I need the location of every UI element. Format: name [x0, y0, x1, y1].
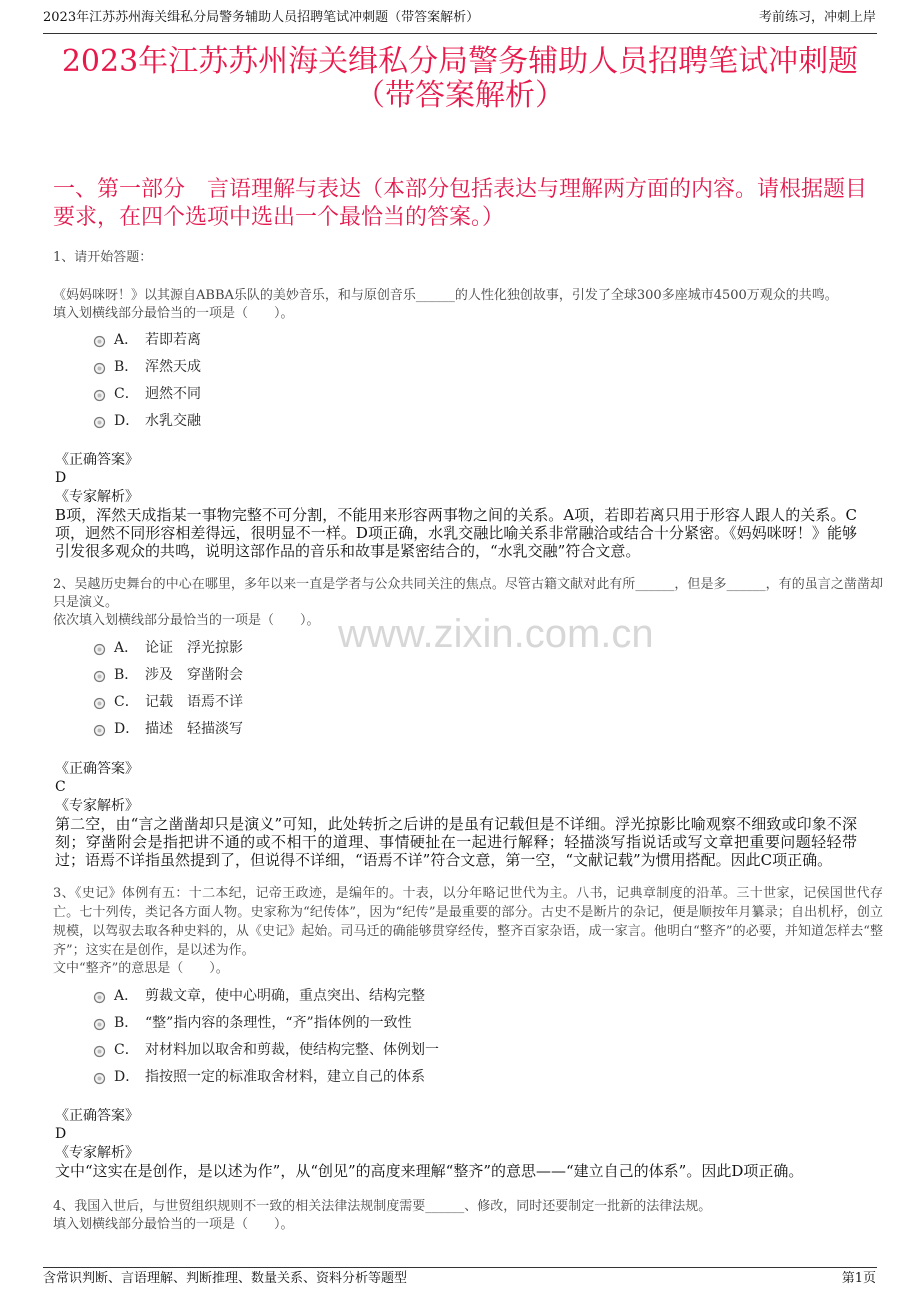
- option-text: 若即若离: [145, 331, 201, 348]
- option-a: [93, 981, 793, 1008]
- expert-analysis-label: 《专家解析》: [55, 1144, 139, 1161]
- question-3-prompt: 文中“整齐”的意思是（ ）。: [53, 961, 229, 976]
- document-title: 2023年江苏苏州海关缉私分局警务辅助人员招聘笔试冲刺题: [61, 44, 859, 79]
- page-number: 第1页: [841, 1271, 876, 1286]
- option-c: [93, 379, 793, 406]
- correct-answer: D: [55, 470, 67, 487]
- footer-topics: 含常识判断、言语理解、判断推理、数量关系、资料分析等题型: [43, 1271, 408, 1286]
- question-1-answer-block: [55, 451, 857, 561]
- expert-analysis-text: B项，浑然天成指某一事物完整不可分割，不能用来形容两事物之间的关系。A项，若即若离只用于形容人跟人的关系。C项，迥然不同形容相差得远，很明显不一样。D项正确，水乳交融比喻关系非常融洽或结合十分紧密。《妈妈咪呀！》能够引发很多观众的共鸣，说明这部作品的音乐和故事是紧密结合的，“水乳交融”符合文意。: [55, 505, 857, 561]
- option-d: [93, 714, 793, 741]
- expert-analysis-label: 《专家解析》: [55, 797, 139, 814]
- running-header-slogan: 考前练习，冲刺上岸: [758, 10, 876, 25]
- radio-icon: [93, 670, 106, 683]
- radio-icon: [93, 389, 106, 402]
- question-4-stem: 4、我国入世后，与世贸组织规则不一致的相关法律法规制度需要______、修改，同时还要制定一批新的法律法规。: [53, 1199, 712, 1214]
- footer-divider: [43, 1267, 877, 1268]
- correct-answer: D: [55, 1126, 67, 1143]
- option-text: 迥然不同: [145, 385, 201, 402]
- option-text: 对材料加以取舍和剪裁，使结构完整、体例划一: [145, 1041, 439, 1058]
- option-c: [93, 1035, 793, 1062]
- question-3-answer-block: [55, 1107, 857, 1180]
- option-d: [93, 406, 793, 433]
- radio-icon: [93, 991, 106, 1004]
- option-letter: B．: [114, 666, 139, 683]
- question-2-stem: 2、吴越历史舞台的中心在哪里，多年以来一直是学者与公众共同关注的焦点。尽管古籍文献对此有所______，但是多______，有的虽言之凿凿却只是演义。: [53, 577, 883, 610]
- correct-answer-label: 《正确答案》: [55, 452, 139, 468]
- option-letter: B．: [114, 358, 139, 375]
- radio-icon: [93, 1045, 106, 1058]
- option-letter: C．: [114, 385, 139, 402]
- question-2-answer-block: [55, 760, 857, 870]
- question-1-prompt: 填入划横线部分最恰当的一项是（ ）。: [53, 306, 294, 321]
- option-letter: A．: [114, 331, 139, 348]
- correct-answer: C: [55, 779, 66, 796]
- option-letter: A．: [114, 639, 139, 656]
- question-1-options: [93, 325, 793, 433]
- option-letter: C．: [114, 693, 139, 710]
- header-divider: [43, 33, 877, 34]
- correct-answer-label: 《正确答案》: [55, 1108, 139, 1124]
- option-text: “整”指内容的条理性，“齐”指体例的一致性: [145, 1014, 412, 1031]
- question-4-prompt: 填入划横线部分最恰当的一项是（ ）。: [53, 1217, 294, 1232]
- option-letter: D．: [114, 720, 140, 737]
- option-letter: D．: [114, 1068, 140, 1085]
- option-letter: C．: [114, 1041, 139, 1058]
- option-text: 剪裁文章，使中心明确，重点突出、结构完整: [145, 987, 425, 1004]
- question-intro: 1、请开始答题：: [53, 250, 153, 265]
- option-text: 浑然天成: [145, 358, 201, 375]
- expert-analysis-text: 文中“这实在是创作，是以述为作”，从“创见”的高度来理解“整齐”的意思——“建立自己的体系”。因此D项正确。: [55, 1161, 804, 1180]
- option-b: [93, 1008, 793, 1035]
- option-text: 论证 浮光掠影: [145, 639, 243, 656]
- option-b: [93, 660, 793, 687]
- watermark: www.zixin.com.cn: [338, 612, 654, 656]
- radio-icon: [93, 335, 106, 348]
- question-1-stem: 《妈妈咪呀！》以其源自ABBA乐队的美妙音乐，和与原创音乐______的人性化独创故事，引发了全球300多座城市4500万观众的共鸣。: [53, 288, 838, 303]
- radio-icon: [93, 643, 106, 656]
- option-text: 记载 语焉不详: [145, 693, 243, 710]
- radio-icon: [93, 1018, 106, 1031]
- document-subtitle: （带答案解析）: [355, 78, 565, 113]
- radio-icon: [93, 362, 106, 375]
- question-3-stem: 3、《史记》体例有五：十二本纪，记帝王政迹，是编年的。十表，以分年略记世代为主。八书，记典章制度的沿革。三十世家，记侯国世代存亡。七十列传，类记各方面人物。史家称为“纪传体”，因为“纪传”是最重要的部分。古史不是断片的杂记，便是顺按年月纂录；自出机杼，创立规模，以驾驭去取各种史料的，从《史记》起始。司马迁的确能够贯穿经传，整齐百家杂语，成一家言。他明白“整齐”的必要，并知道怎样去“整齐”；这实在是创作，是以述为作。: [53, 886, 883, 958]
- radio-icon: [93, 416, 106, 429]
- option-text: 指按照一定的标准取舍材料，建立自己的体系: [145, 1068, 425, 1085]
- correct-answer-label: 《正确答案》: [55, 761, 139, 777]
- section-heading: 一、第一部分 言语理解与表达（本部分包括表达与理解两方面的内容。请根据题目要求，在四个选项中选出一个最恰当的答案。）: [53, 177, 868, 230]
- option-c: [93, 687, 793, 714]
- running-header-title: 2023年江苏苏州海关缉私分局警务辅助人员招聘笔试冲刺题（带答案解析）: [43, 10, 480, 25]
- option-text: 涉及 穿凿附会: [145, 666, 243, 683]
- option-letter: D．: [114, 412, 140, 429]
- option-a: [93, 325, 793, 352]
- option-text: 水乳交融: [145, 412, 201, 429]
- option-b: [93, 352, 793, 379]
- option-letter: B．: [114, 1014, 139, 1031]
- option-d: [93, 1062, 793, 1089]
- question-2-prompt: 依次填入划横线部分最恰当的一项是（ ）。: [53, 613, 320, 628]
- radio-icon: [93, 724, 106, 737]
- option-text: 描述 轻描淡写: [145, 720, 243, 737]
- expert-analysis-label: 《专家解析》: [55, 488, 139, 505]
- question-3-options: [93, 981, 793, 1089]
- option-letter: A．: [114, 987, 139, 1004]
- expert-analysis-text: 第二空，由“言之凿凿却只是演义”可知，此处转折之后讲的是虽有记载但是不详细。浮光掠影比喻观察不细致或印象不深刻；穿凿附会是指把讲不通的或不相干的道理、事情硬扯在一起进行解释；轻描淡写指说话或写文章把重要问题轻轻带过；语焉不详指虽然提到了，但说得不详细，“语焉不详”符合文意，第一空，“文献记载”为惯用搭配。因此C项正确。: [55, 814, 857, 870]
- radio-icon: [93, 1072, 106, 1085]
- question-2-options: [93, 633, 793, 741]
- option-a: [93, 633, 793, 660]
- radio-icon: [93, 697, 106, 710]
